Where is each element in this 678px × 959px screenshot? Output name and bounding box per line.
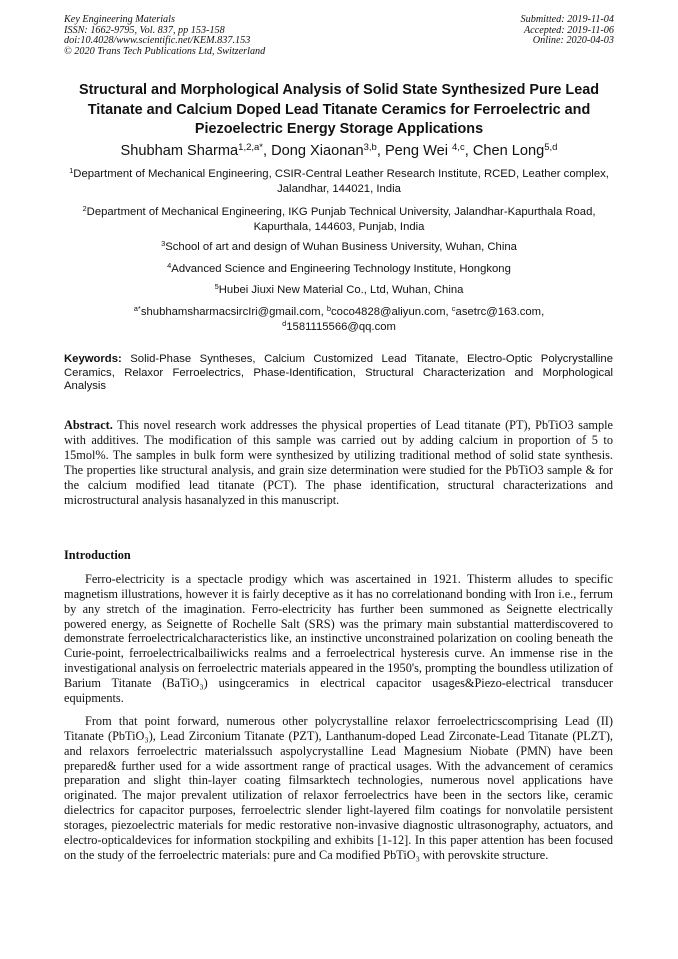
author-name: Shubham Sharma — [120, 143, 239, 159]
author-name: Peng Wei — [384, 143, 453, 159]
email-address[interactable]: 1581115566@qq.com — [286, 321, 396, 334]
author-name: Chen Long — [472, 143, 545, 159]
introduction-paragraph-1: Ferro-electricity is a spectacle prodigy which was ascertained in 1921. Thisterm alludes to specific magnetism illustrations, however it is fairly deceptive as it has no correlationand bonding with Iron i.e., ferrum by any stretch of the imagination. Ferro-electricity has further been summoned as Seignette electrically powered energy, as Seignette of Rochelle Salt (SRS) was the primary main substantial matterdiscovered to demonstrate ferroelectricalcharacteristics like, an instinctive unconstrained polarization on cooling beneath the Curie-point, ferroelectricalbailiwicks realms and a ferroelectrical hysteresis curve. An immense rise in the investigational analysis on ferroelectric materials appeared in the 1950's, prompting the boundless utilization of Barium Titanate (BaTiO₃) usingceramics in electrical capacitor usages&Piezo-electrical transducer equipments. — [64, 572, 613, 705]
author-separator: , — [263, 143, 272, 159]
paper-title: Structural and Morphological Analysis of Solid State Synthesized Pure Lead Titanate and Calcium Doped Lead Titanate Ceramics for Ferroelectric and Piezoelectric Energy Storage Applications — [78, 82, 600, 137]
introduction-heading: Introduction — [64, 548, 131, 562]
affiliation-4 — [58, 262, 620, 277]
keywords-block — [64, 353, 613, 394]
email-mark: b — [326, 304, 332, 313]
submitted-date: Submitted: 2019-11-04 — [520, 14, 614, 25]
affiliation-text: Hubei Jiuxi New Material Co., Ltd, Wuhan, China — [218, 284, 464, 296]
affiliation-text: Department of Mechanical Engineering, CSIR-Central Leather Research Institute, RCED, Leather complex, Jalandhar, 144021, India — [73, 168, 609, 196]
journal-name: Key Engineering Materials — [64, 14, 175, 25]
issn-line: ISSN: 1662-9795, Vol. 837, pp 153-158 — [64, 24, 225, 36]
author-affiliation-mark: 5,d — [544, 142, 558, 153]
affiliation-2 — [58, 205, 620, 235]
journal-header-right — [521, 15, 614, 47]
email-address[interactable]: shubhamsharmacsircIri@gmail.com, — [140, 306, 327, 318]
affiliation-3 — [58, 240, 620, 255]
affiliation-1 — [58, 167, 620, 197]
affiliation-number: 3 — [161, 239, 166, 248]
doi-line: doi:10.4028/www.scientific.net/KEM.837.153 — [64, 35, 251, 47]
affiliation-number: 2 — [82, 204, 87, 213]
author-separator: , — [464, 143, 473, 159]
journal-header-left — [64, 15, 265, 57]
abstract-text: This novel research work addresses the physical properties of Lead titanate (PT), PbTiO3 sample with additives. The modification of this sample was carried out by adding calcium in proportion of 5 to 15mol%. The samples in bulk form were synthesized by utilizing traditional method of solid state synthesis. The properties like structural analysis, and grain size determination were studied for the PbTiO3 sample & for the calcium modified lead titanate (PCT). The phase identification, structural characterizations and microstructural analysis hasanalyzed in this manuscript. — [64, 418, 613, 508]
affiliation-number: 4 — [167, 261, 172, 270]
email-address[interactable]: asetrc@163.com, — [455, 306, 545, 318]
online-date: Online: 2020-04-03 — [532, 35, 614, 47]
author-affiliation-mark: 4,c — [452, 142, 465, 153]
email-mark: a* — [133, 304, 141, 313]
affiliation-text: Advanced Science and Engineering Technology Institute, Hongkong — [171, 263, 511, 275]
affiliation-5 — [58, 283, 620, 298]
accepted-date: Accepted: 2019-11-06 — [523, 24, 614, 36]
affiliation-text: School of art and design of Wuhan Business University, Wuhan, China — [165, 241, 517, 253]
introduction-paragraph-2: From that point forward, numerous other polycrystalline relaxor ferroelectricscomprising Lead (II) Titanate (PbTiO₃), Lead Zirconium Titanate (PZT), Lanthanum-doped Lead Zirconate-Lead Titanate (PLZT), and relaxors ferroelectric materialssuch aspolycrystalline Lead Magnesium Niobate (PMN) have been prepared& further used for a wide assortment range of practical usages. With the advancement of ceramics preparation and slight thin-layer coating filmsarktech technologies, numerous novel applications have originated. The major prevalent utilization of relaxor ferroelectrics have been in the sectors like, ceramic dielectrics for capacitor purposes, ferroelectric slender light-layered film coatings for nonvolatile persistent storages, piezoelectric materials for medic restorative non-invasive diagnostic ultrasonography, actuators, and electro-opticaldevices for information stockpiling and exhibits [1-12]. In this paper attention has been focused on the study of the ferroelectric materials: pure and Ca modified PbTiO₃ with perovskite structure. — [64, 714, 613, 862]
author-separator: , — [376, 143, 385, 159]
author-affiliation-mark: 3,b — [363, 142, 377, 153]
abstract-label: Abstract. — [64, 418, 113, 432]
copyright-line: © 2020 Trans Tech Publications Ltd, Switzerland — [64, 45, 266, 57]
keywords-label: Keywords: — [64, 353, 122, 365]
affiliation-number: 1 — [69, 166, 74, 175]
author-emails — [58, 305, 620, 335]
affiliation-number: 5 — [214, 282, 219, 291]
author-list — [58, 141, 620, 161]
email-mark: c — [451, 304, 456, 313]
email-address[interactable]: coco4828@aliyun.com, — [331, 306, 452, 318]
email-mark: d — [282, 319, 287, 329]
keywords-text: Solid-Phase Syntheses, Calcium Customized Lead Titanate, Electro-Optic Polycrystalline Ceramics, Relaxor Ferroelectrics, Phase-Identification, Structural Characterization and Morphological Analysis — [64, 353, 613, 393]
abstract-block — [64, 418, 613, 509]
author-name: Dong Xiaonan — [271, 143, 364, 159]
affiliation-text: Department of Mechanical Engineering, IKG Punjab Technical University, Jalandhar-Kapurthala Road, Kapurthala, 144603, Punjab, India — [86, 206, 596, 234]
author-affiliation-mark: 1,2,a* — [238, 142, 263, 153]
